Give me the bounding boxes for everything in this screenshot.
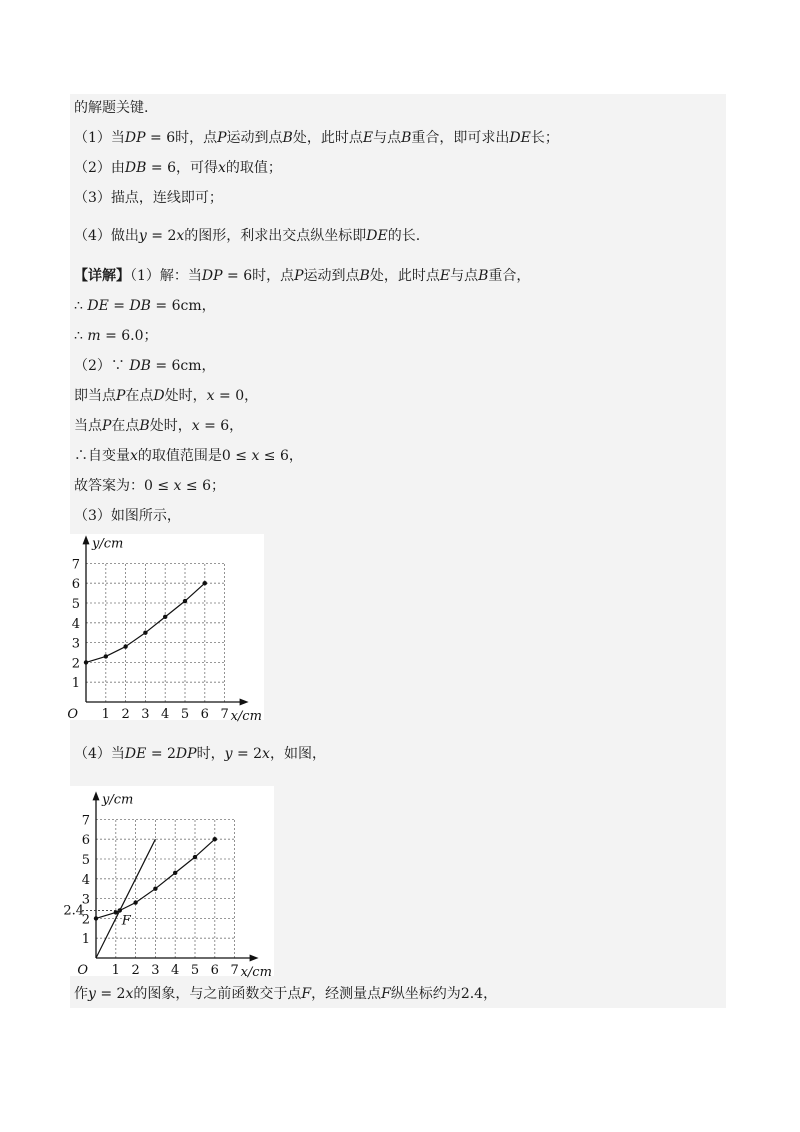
analysis-line-2: （2）由DB = 6，可得x的取值； bbox=[74, 160, 282, 176]
y-tick-label: 3 bbox=[81, 892, 90, 908]
y-tick-label: 5 bbox=[81, 853, 90, 868]
y-tick-label: 2 bbox=[81, 912, 90, 928]
solution-line-8: 故答案为：0 ≤ x ≤ 6； bbox=[74, 478, 225, 494]
x-tick-label: 3 bbox=[141, 707, 150, 722]
y-tick-label: 4 bbox=[81, 872, 90, 888]
x-tick-label: 6 bbox=[210, 963, 219, 978]
x-tick-label: 1 bbox=[111, 963, 120, 978]
figure-2-graph bbox=[63, 786, 274, 980]
data-point bbox=[203, 581, 207, 585]
origin-label: O bbox=[67, 707, 78, 722]
y-tick-label: 1 bbox=[81, 932, 90, 948]
x-axis-arrow bbox=[240, 699, 249, 706]
x-tick-label: 5 bbox=[190, 963, 200, 978]
y-tick-label: 7 bbox=[81, 813, 90, 829]
analysis-line-0: 的解题关键. bbox=[74, 100, 149, 116]
document-content bbox=[63, 94, 726, 1008]
solution-line-10: （4）当DE = 2DP时，y = 2x，如图， bbox=[74, 746, 326, 762]
analysis-line-3: （3）描点，连线即可； bbox=[74, 190, 223, 206]
y-axis-arrow bbox=[93, 791, 100, 800]
analysis-line-1: （1）当DP = 6时，点P运动到点B处，此时点E与点B重合，即可求出DE长； bbox=[74, 130, 559, 146]
data-point bbox=[163, 615, 167, 619]
data-point bbox=[153, 887, 157, 891]
x-axis-arrow bbox=[250, 955, 259, 962]
figure-1-graph bbox=[67, 534, 264, 724]
y-tick-label: 6 bbox=[81, 833, 90, 849]
y-axis-label: y/cm bbox=[92, 536, 124, 552]
solution-line-1: 【详解】（1）解：当DP = 6时，点P运动到点B处，此时点E与点B重合， bbox=[74, 268, 531, 284]
x-tick-label: 2 bbox=[131, 963, 140, 978]
x-tick-label: 5 bbox=[180, 707, 190, 722]
x-axis-label: x/cm bbox=[230, 709, 262, 724]
y-axis-arrow bbox=[83, 535, 90, 544]
x-tick-label: 3 bbox=[151, 963, 160, 978]
data-point bbox=[193, 855, 197, 859]
data-point bbox=[173, 871, 177, 875]
data-point bbox=[104, 654, 108, 658]
x-tick-label: 4 bbox=[161, 707, 170, 722]
data-point bbox=[84, 660, 88, 664]
data-point bbox=[143, 631, 147, 635]
y-tick-label: 2 bbox=[71, 656, 80, 672]
x-tick-label: 7 bbox=[220, 707, 229, 722]
y-tick-label: 1 bbox=[71, 676, 80, 692]
x-axis-label: x/cm bbox=[240, 965, 272, 980]
x-tick-label: 2 bbox=[121, 707, 130, 722]
point-F-label: F bbox=[121, 913, 131, 929]
level-label: 2.4 bbox=[63, 903, 84, 919]
y-tick-label: 7 bbox=[71, 557, 80, 573]
x-tick-label: 1 bbox=[101, 707, 110, 722]
origin-label: O bbox=[77, 963, 88, 978]
solution-line-6: 当点P在点B处时，x = 6， bbox=[74, 418, 244, 434]
y-tick-label: 4 bbox=[71, 616, 80, 632]
solution-line-3: ∴ m = 6.0； bbox=[74, 328, 158, 344]
x-tick-label: 7 bbox=[230, 963, 239, 978]
data-point bbox=[133, 900, 137, 904]
y-tick-label: 5 bbox=[71, 597, 80, 612]
solution-line-4: （2）∵ DB = 6cm， bbox=[74, 358, 216, 374]
solution-line-5: 即当点P在点D处时，x = 0， bbox=[74, 388, 259, 404]
y-axis-label: y/cm bbox=[102, 792, 134, 808]
x-tick-label: 4 bbox=[171, 963, 180, 978]
data-point bbox=[123, 644, 127, 648]
solution-line-2: ∴ DE = DB = 6cm， bbox=[74, 298, 216, 314]
data-point bbox=[94, 916, 98, 920]
solution-line-7: ∴自变量x的取值范围是0 ≤ x ≤ 6， bbox=[74, 448, 303, 464]
solution-line-9: （3）如图所示， bbox=[74, 508, 181, 524]
figure-1-svg bbox=[67, 534, 264, 724]
x-tick-label: 6 bbox=[200, 707, 209, 722]
data-point bbox=[183, 599, 187, 603]
y-tick-label: 3 bbox=[71, 636, 80, 652]
y-tick-label: 6 bbox=[71, 577, 80, 593]
analysis-line-4: （4）做出y = 2x的图形，利求出交点纵坐标即DE的长. bbox=[74, 228, 421, 244]
figure-2-svg bbox=[63, 786, 274, 980]
solution-line-11: 作y = 2x的图象，与之前函数交于点F，经测量点F纵坐标约为2.4， bbox=[74, 986, 498, 1002]
data-point bbox=[213, 837, 217, 841]
